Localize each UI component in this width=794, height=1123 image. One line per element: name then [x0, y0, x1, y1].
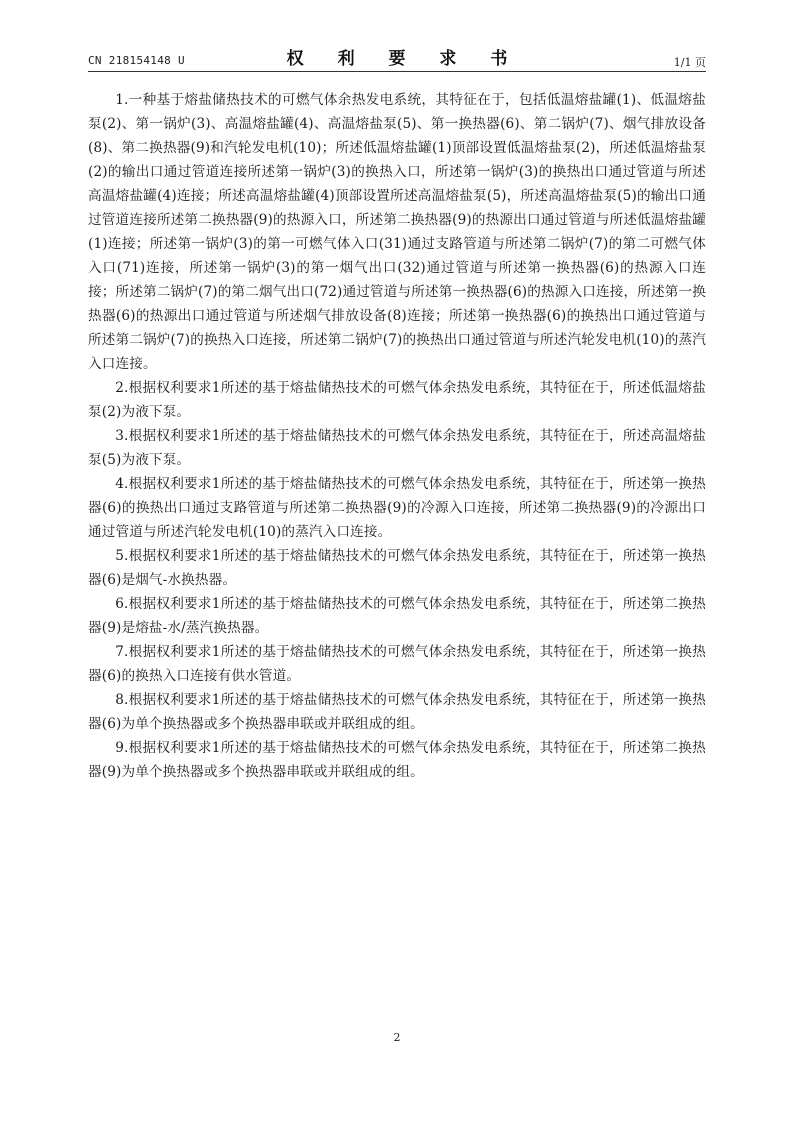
- claim-7: 7.根据权利要求1所述的基于熔盐储热技术的可燃气体余热发电系统，其特征在于，所述第一换热器(6)的换热入口连接有供水管道。: [88, 644, 706, 684]
- claim-3: 3.根据权利要求1所述的基于熔盐储热技术的可燃气体余热发电系统，其特征在于，所述高温熔盐泵(5)为液下泵。: [88, 428, 706, 468]
- header-divider: [88, 71, 706, 72]
- patent-number: CN 218154148 U: [88, 54, 185, 67]
- claim-2: 2.根据权利要求1所述的基于熔盐储热技术的可燃气体余热发电系统，其特征在于，所述低温熔盐泵(2)为液下泵。: [88, 380, 706, 420]
- claims-body: [88, 88, 706, 784]
- page-indicator: 1/1 页: [673, 56, 706, 69]
- page-number: 2: [393, 1031, 401, 1044]
- claim-8: 8.根据权利要求1所述的基于熔盐储热技术的可燃气体余热发电系统，其特征在于，所述第一换热器(6)为单个换热器或多个换热器串联或并联组成的组。: [88, 692, 706, 732]
- document-title: 权 利 要 求 书: [286, 49, 522, 69]
- claim-9: 9.根据权利要求1所述的基于熔盐储热技术的可燃气体余热发电系统，其特征在于，所述第二换热器(9)为单个换热器或多个换热器串联或并联组成的组。: [88, 740, 706, 780]
- claim-6: 6.根据权利要求1所述的基于熔盐储热技术的可燃气体余热发电系统，其特征在于，所述第二换热器(9)是熔盐-水/蒸汽换热器。: [88, 596, 706, 636]
- claim-5: 5.根据权利要求1所述的基于熔盐储热技术的可燃气体余热发电系统，其特征在于，所述第一换热器(6)是烟气-水换热器。: [88, 548, 706, 588]
- claim-4: 4.根据权利要求1所述的基于熔盐储热技术的可燃气体余热发电系统，其特征在于，所述第一换热器(6)的换热出口通过支路管道与所述第二换热器(9)的冷源入口连接，所述第二换热器(9)的冷源出口通过管道与所述汽轮发电机(10)的蒸汽入口连接。: [88, 476, 706, 540]
- page-header: [88, 44, 706, 72]
- claim-1: 1.一种基于熔盐储热技术的可燃气体余热发电系统，其特征在于，包括低温熔盐罐(1)、低温熔盐泵(2)、第一锅炉(3)、高温熔盐罐(4)、高温熔盐泵(5)、第一换热器(6)、第二锅炉(7)、烟气排放设备(8)、第二换热器(9)和汽轮发电机(10)；所述低温熔盐罐(1)顶部设置低温熔盐泵(2)，所述低温熔盐泵(2)的输出口通过管道连接所述第一锅炉(3)的换热入口，所述第一锅炉(3)的换热出口通过管道与所述高温熔盐罐(4)连接；所述高温熔盐罐(4)顶部设置所述高温熔盐泵(5)，所述高温熔盐泵(5)的输出口通过管道连接所述第二换热器(9)的热源入口，所述第二换热器(9)的热源出口通过管道与所述低温熔盐罐(1)连接；所述第一锅炉(3)的第一可燃气体入口(31)通过支路管道与所述第二锅炉(7)的第二可燃气体入口(71)连接，所述第一锅炉(3)的第一烟气出口(32)通过管道与所述第一换热器(6)的热源入口连接；所述第二锅炉(7)的第二烟气出口(72)通过管道与所述第一换热器(6)的热源入口连接，所述第一换热器(6)的热源出口通过管道与所述烟气排放设备(8)连接；所述第一换热器(6)的换热出口通过管道与所述第二锅炉(7)的换热入口连接，所述第二锅炉(7)的换热出口通过管道与所述汽轮发电机(10)的蒸汽入口连接。: [88, 92, 706, 372]
